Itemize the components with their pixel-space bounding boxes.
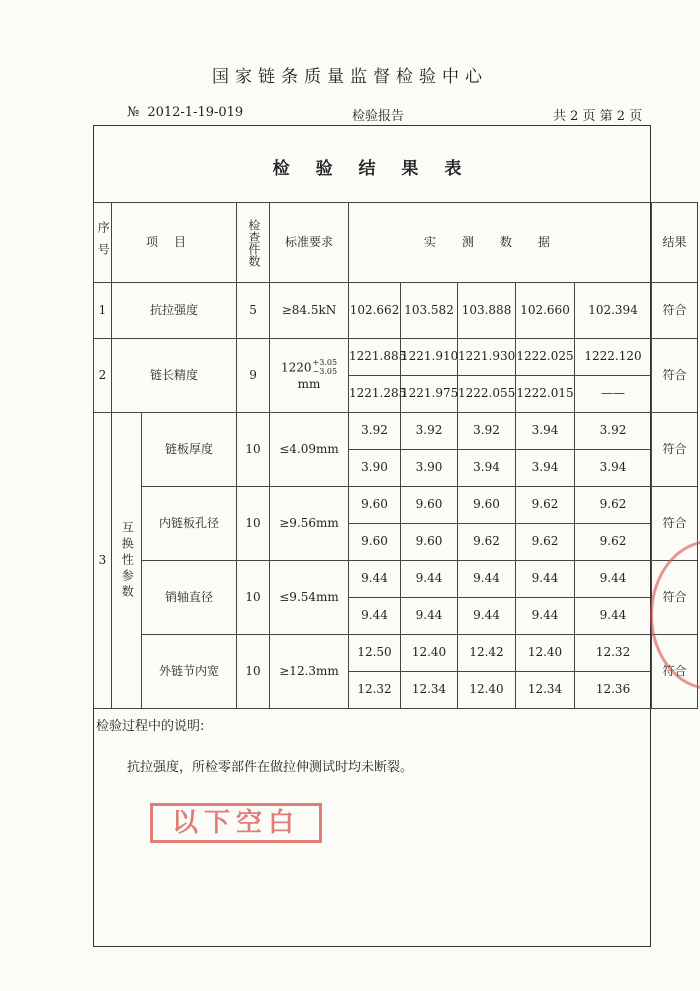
data-cell: 9.44 bbox=[575, 561, 652, 598]
header-seq: 序号 bbox=[94, 203, 112, 283]
standard-base: 1220 bbox=[280, 360, 312, 375]
data-cell: 102.394 bbox=[575, 283, 652, 339]
item-cell: 链长精度 bbox=[112, 339, 237, 413]
data-cell: 9.60 bbox=[401, 524, 458, 561]
data-cell: 9.60 bbox=[349, 524, 401, 561]
data-cell: 1221.930 bbox=[458, 339, 516, 376]
report-number bbox=[127, 105, 243, 120]
header-item: 项目 bbox=[112, 203, 237, 283]
data-cell: 3.94 bbox=[516, 450, 575, 487]
data-cell: 9.44 bbox=[516, 598, 575, 635]
standard-cell: ≥9.56mm bbox=[270, 487, 349, 561]
item-cell: 内链板孔径 bbox=[142, 487, 237, 561]
count-cell: 10 bbox=[237, 561, 270, 635]
standard-cell: ≥84.5kN bbox=[270, 283, 349, 339]
seq-cell: 3 bbox=[94, 413, 112, 709]
count-cell: 10 bbox=[237, 635, 270, 709]
data-cell: 9.44 bbox=[349, 598, 401, 635]
standard-cell bbox=[270, 339, 349, 413]
data-cell: 1222.015 bbox=[516, 376, 575, 413]
seq-cell: 1 bbox=[94, 283, 112, 339]
blank-below-stamp: 以下空白 bbox=[150, 803, 322, 843]
header-count: 检查件数 bbox=[237, 203, 270, 283]
count-cell: 10 bbox=[237, 413, 270, 487]
data-cell: 9.44 bbox=[349, 561, 401, 598]
count-cell: 5 bbox=[237, 283, 270, 339]
data-cell: 12.40 bbox=[516, 635, 575, 672]
data-cell: 1222.025 bbox=[516, 339, 575, 376]
org-title: 国家链条质量监督检验中心 bbox=[212, 67, 488, 87]
result-cell: 符合 bbox=[652, 487, 698, 561]
notes-text: 抗拉强度，所检零部件在做拉伸测试时均未断裂。 bbox=[127, 760, 414, 775]
data-cell: 9.60 bbox=[458, 487, 516, 524]
data-cell: 9.44 bbox=[401, 561, 458, 598]
table-row bbox=[94, 487, 698, 524]
standard-cell: ≤4.09mm bbox=[270, 413, 349, 487]
item-cell: 销轴直径 bbox=[142, 561, 237, 635]
data-cell: 9.62 bbox=[516, 487, 575, 524]
data-cell: 3.94 bbox=[458, 450, 516, 487]
data-cell: 12.32 bbox=[575, 635, 652, 672]
table-row bbox=[94, 339, 698, 376]
data-cell: 9.60 bbox=[401, 487, 458, 524]
count-cell: 9 bbox=[237, 339, 270, 413]
data-cell: 3.94 bbox=[575, 450, 652, 487]
table-row bbox=[94, 283, 698, 339]
data-cell: 12.32 bbox=[349, 672, 401, 709]
data-cell: 9.62 bbox=[575, 524, 652, 561]
tolerance-lower: −3.05 bbox=[312, 366, 338, 376]
header-standard: 标准要求 bbox=[270, 203, 349, 283]
data-cell: 1221.285 bbox=[349, 376, 401, 413]
count-cell: 10 bbox=[237, 487, 270, 561]
table-row bbox=[94, 413, 698, 450]
data-cell: 3.92 bbox=[458, 413, 516, 450]
data-cell: 9.60 bbox=[349, 487, 401, 524]
notes-heading: 检验过程中的说明: bbox=[96, 719, 205, 734]
data-cell: 1222.120 bbox=[575, 339, 652, 376]
result-cell: 符合 bbox=[652, 339, 698, 413]
result-cell: 符合 bbox=[652, 561, 698, 635]
result-cell: 符合 bbox=[652, 635, 698, 709]
tolerance bbox=[313, 359, 338, 377]
data-cell: 9.44 bbox=[458, 561, 516, 598]
data-cell: 12.42 bbox=[458, 635, 516, 672]
standard-cell: ≥12.3mm bbox=[270, 635, 349, 709]
header-data: 实测数据 bbox=[349, 203, 652, 283]
item-cell: 抗拉强度 bbox=[112, 283, 237, 339]
data-cell: 3.90 bbox=[401, 450, 458, 487]
result-cell: 符合 bbox=[652, 413, 698, 487]
data-cell: —— bbox=[575, 376, 652, 413]
table-row bbox=[94, 635, 698, 672]
data-cell: 12.34 bbox=[401, 672, 458, 709]
category-cell: 互换性参数 bbox=[112, 413, 142, 709]
data-cell: 12.40 bbox=[401, 635, 458, 672]
table-title: 检 验 结 果 表 bbox=[272, 159, 472, 179]
data-cell: 9.44 bbox=[458, 598, 516, 635]
item-cell: 链板厚度 bbox=[142, 413, 237, 487]
result-cell: 符合 bbox=[652, 283, 698, 339]
data-cell: 9.62 bbox=[458, 524, 516, 561]
data-cell: 12.36 bbox=[575, 672, 652, 709]
data-cell: 1221.885 bbox=[349, 339, 401, 376]
data-cell: 3.92 bbox=[401, 413, 458, 450]
data-cell: 12.50 bbox=[349, 635, 401, 672]
header-result: 结果 bbox=[652, 203, 698, 283]
data-cell: 3.92 bbox=[575, 413, 652, 450]
data-cell: 1221.975 bbox=[401, 376, 458, 413]
data-cell: 103.582 bbox=[401, 283, 458, 339]
data-cell: 9.44 bbox=[516, 561, 575, 598]
data-cell: 9.62 bbox=[575, 487, 652, 524]
data-cell: 102.660 bbox=[516, 283, 575, 339]
header-row bbox=[94, 203, 698, 283]
standard-unit: mm bbox=[297, 376, 321, 391]
tolerance-upper: +3.05 bbox=[312, 357, 338, 367]
data-cell: 1221.910 bbox=[401, 339, 458, 376]
data-cell: 9.62 bbox=[516, 524, 575, 561]
standard-cell: ≤9.54mm bbox=[270, 561, 349, 635]
data-cell: 3.92 bbox=[349, 413, 401, 450]
table-row bbox=[94, 561, 698, 598]
item-cell: 外链节内宽 bbox=[142, 635, 237, 709]
data-cell: 1222.055 bbox=[458, 376, 516, 413]
data-cell: 102.662 bbox=[349, 283, 401, 339]
report-number-value: 2012-1-19-019 bbox=[147, 105, 244, 120]
seq-cell: 2 bbox=[94, 339, 112, 413]
data-cell: 103.888 bbox=[458, 283, 516, 339]
page-info: 共 2 页 第 2 页 bbox=[553, 109, 643, 124]
data-cell: 3.90 bbox=[349, 450, 401, 487]
data-cell: 12.34 bbox=[516, 672, 575, 709]
data-cell: 9.44 bbox=[575, 598, 652, 635]
data-cell: 9.44 bbox=[401, 598, 458, 635]
data-cell: 3.94 bbox=[516, 413, 575, 450]
number-mark: № bbox=[127, 105, 140, 120]
results-table bbox=[93, 202, 698, 709]
data-cell: 12.40 bbox=[458, 672, 516, 709]
report-name: 检验报告 bbox=[352, 109, 405, 124]
